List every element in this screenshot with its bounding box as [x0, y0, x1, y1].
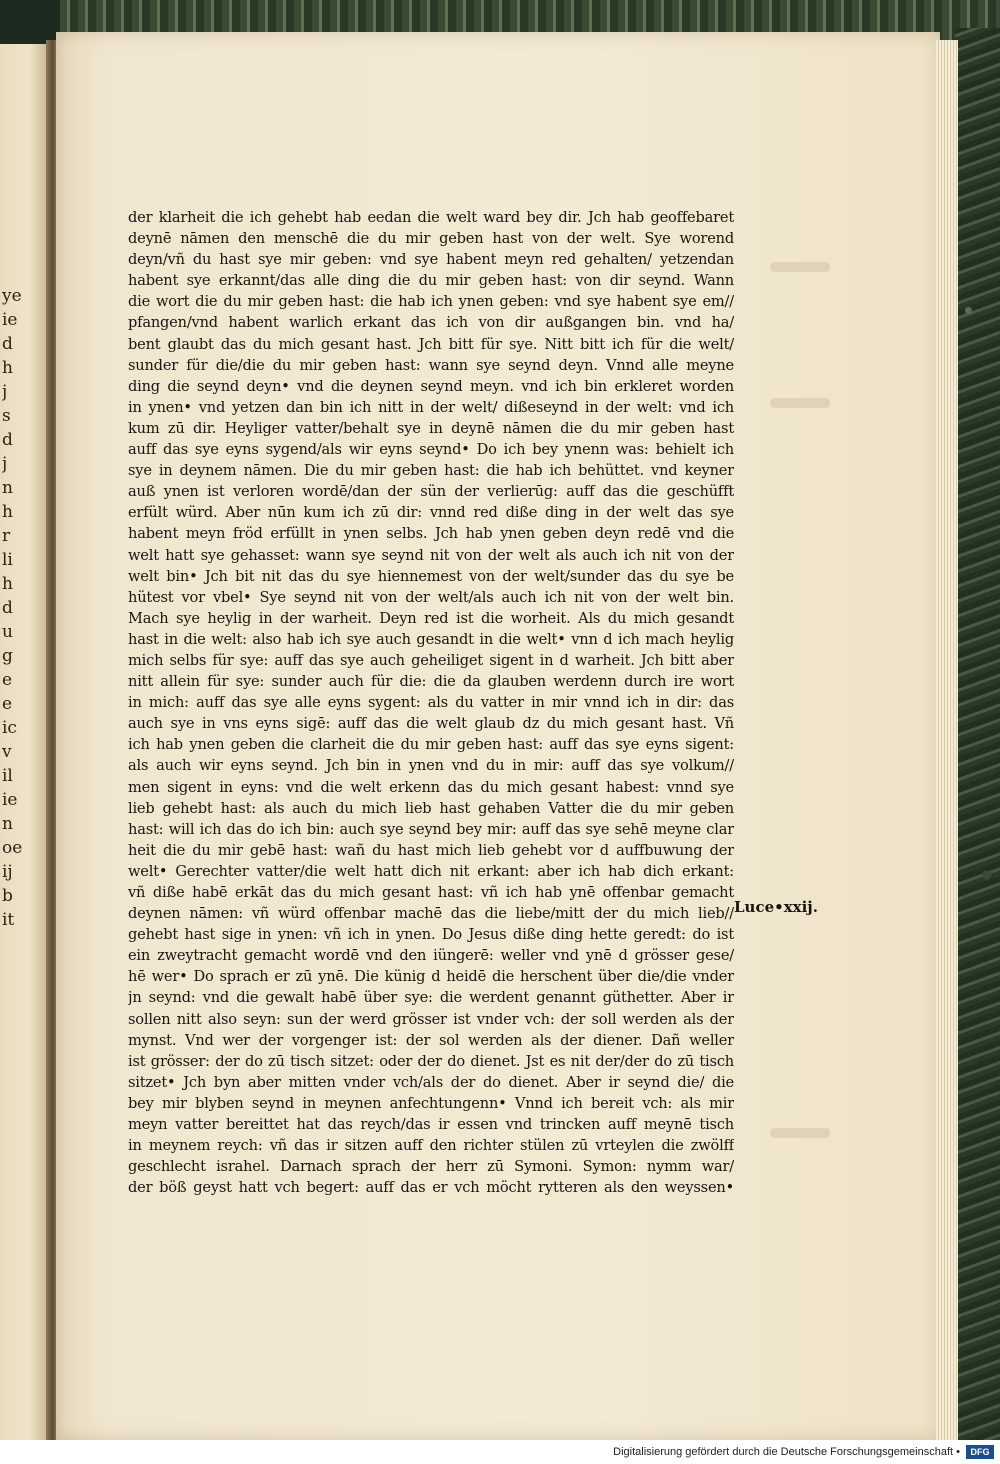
text-line: sunder für die/die du mir geben hast: wann sye seynd deyn. Vnnd alle meyne [128, 356, 734, 374]
text-line: mynst. Vnd wer der vorgenger ist: der sol werden als der diener. Dañ weller [128, 1031, 734, 1049]
page-edge [936, 40, 958, 1440]
left-page-fragment: r [2, 526, 11, 546]
left-page-fragment: v [2, 742, 12, 762]
footer-bar [0, 1440, 1000, 1464]
text-line: sollen nitt also seyn: sun der werd grösser ist vnder vch: der soll werden als der [128, 1010, 734, 1028]
text-line: sye in deynem nāmen. Die du mir geben hast: die hab ich behüttet. vnd keyner [128, 462, 734, 480]
text-line: men sigent in eyns: vnd die welt erkenn das du mich gesant habest: vnnd sye [128, 778, 734, 796]
text-line: mich selbs für sye: auff das sye auch geheiliget sigent in d warheit. Jch bitt aber [128, 651, 734, 669]
text-line: in ynen• vnd yetzen dan bin ich nitt in der welt/ dißeseynd in der welt: vnd ich [128, 398, 734, 416]
left-page-fragment: il [2, 766, 13, 786]
text-line: kum zū dir. Heyliger vatter/behalt sye in deynē nāmen die du mir geben hast [128, 419, 734, 437]
text-line: als auch wir eyns seynd. Jch bin in ynen vnd du in mir: auff das sye volkum// [128, 757, 734, 775]
text-line: die wort die du mir geben hast: die hab ich ynen geben: vnd sye habent sye em// [128, 293, 734, 311]
left-page-fragment: h [2, 502, 13, 522]
text-line: ist grösser: der do zū tisch sitzet: oder der do dienet. Jst es nit der/der do zū tisch [128, 1052, 734, 1070]
text-line: meyn vatter bereittet hat das reych/das ir essen vnd trincken auff meynē tisch [128, 1116, 734, 1134]
left-page-fragment: d [2, 598, 13, 618]
text-line: habent meyn fröd erfüllt in ynen selbs. Jch hab ynen geben deyn redē vnd die [128, 525, 734, 543]
left-page-fragment: d [2, 334, 13, 354]
text-line: auff das sye eyns sygend/als wir eyns seynd• Do ich bey ynenn was: behielt ich [128, 441, 734, 459]
text-line: erfült würd. Aber nūn kum ich zū dir: vnnd red diße ding in der welt das sye [128, 504, 734, 522]
text-line: bey mir blyben seynd in meynen anfechtungenn• Vnnd ich bereit vch: als mir [128, 1094, 734, 1112]
left-page-fragment: ie [2, 310, 18, 330]
text-line: in mich: auff das sye alle eyns sygent: als du vatter in mir vnnd ich in dir: das [128, 694, 734, 712]
text-line: lieb gehebt hast: als auch du mich lieb hast gehaben Vatter die du mir geben [128, 799, 734, 817]
left-page-fragment: u [2, 622, 13, 642]
text-line: deyn/vñ du hast sye mir geben: vnd sye habent meyn red gehalten/ yetzendan [128, 251, 734, 269]
left-page-fragment: h [2, 574, 13, 594]
text-line: der klarheit die ich gehebt hab eedan die welt ward bey dir. Jch hab geoffebaret [128, 209, 734, 226]
left-page-fragment: ye [2, 286, 22, 306]
text-line: habent sye erkannt/das alle ding die du mir geben hast: von dir seynd. Wann [128, 272, 734, 290]
bleed-through [770, 1128, 830, 1138]
text-line: deynen nāmen: vñ würd offenbar machē das die liebe/mitt der du mich lieb// [128, 905, 734, 923]
left-page-fragment: j [2, 382, 8, 402]
left-page-fragment: oe [2, 838, 23, 858]
left-page-fragment: n [2, 478, 13, 498]
text-line: auch sye in vns eyns sigē: auff das die welt glaub dz du mich gesant hast. Vñ [128, 715, 734, 733]
text-line: deynē nāmen den menschē die du mir geben hast von der welt. Sye worend [128, 230, 734, 248]
left-page-fragment: h [2, 358, 13, 378]
left-page-fragments [2, 284, 42, 932]
text-line: geschlecht israhel. Darnach sprach der herr zū Symoni. Symon: nymm war/ [128, 1158, 734, 1176]
left-page-fragment: e [2, 670, 13, 690]
main-text [128, 207, 734, 1198]
footer-credit: Digitalisierung gefördert durch die Deutsche Forschungsgemeinschaft • [613, 1446, 960, 1458]
text-line: vñ diße habē erkāt das du mich gesant hast: vñ ich hab ynē offenbar gemacht [128, 884, 734, 901]
left-page-fragment: ic [2, 718, 17, 738]
text-line: heit die du mir gebē hast: wañ du hast mich lieb gehebt vor d auffbuwung der [128, 841, 734, 859]
left-page-fragment: s [2, 406, 11, 426]
book-cover-right [955, 28, 1000, 1440]
left-page-fragment: ie [2, 790, 18, 810]
left-page-fragment: g [2, 646, 13, 666]
text-line: gehebt hast sige in ynen: vñ ich in ynen. Do Jesus diße ding hette geredt: do ist [128, 926, 734, 944]
marginal-note: Luce•xxij. [734, 898, 818, 916]
text-line: auß ynen ist verloren wordē/dan der sün der verlierūg: auff das die geschüfft [128, 483, 734, 501]
text-line: sitzet• Jch byn aber mitten vnder vch/als der do dienet. Aber ir seynd die/ die [128, 1073, 734, 1091]
text-line: pfangen/vnd habent warlich erkant das ich von dir außgangen bin. vnd ha/ [128, 314, 734, 332]
left-page-fragment: n [2, 814, 13, 834]
left-page-fragment: b [2, 886, 13, 906]
bleed-through [770, 262, 830, 272]
text-line: ein zweytracht gemacht wordē vnd den iüngerē: weller vnd ynē d grösser gese/ [128, 947, 734, 965]
text-line: ich hab ynen geben die clarheit die du mir geben hast: auff das sye eyns sigent: [128, 736, 734, 754]
text-line: hē wer• Do sprach er zū ynē. Die künig d heidē die herschent über die/die vnder [128, 968, 734, 986]
text-line: ding die seynd deyn• vnd die deynen seynd meyn. vnd ich bin erkleret worden [128, 377, 734, 395]
left-page-fragment: ij [2, 862, 13, 882]
bleed-through [770, 398, 830, 408]
left-page-fragment: it [2, 910, 15, 930]
dfg-logo: DFG [966, 1445, 994, 1459]
text-line: in meynem reych: vñ das ir sitzen auff den richter stülen zū vrteylen die zwölff [128, 1137, 734, 1155]
left-page-fragment: e [2, 694, 13, 714]
left-page-fragment: li [2, 550, 13, 570]
left-page [0, 44, 48, 1440]
text-line: Mach sye heylig in der warheit. Deyn red ist die worheit. Als du mich gesandt [128, 609, 734, 627]
text-line: jn seynd: vnd die gewalt habē über sye: die werdent genannt güthetter. Aber ir [128, 989, 734, 1007]
text-line: hast: will ich das do ich bin: auch sye seynd bey mir: auff das sye sehē meyne clar [128, 820, 734, 838]
text-line: hast in die welt: also hab ich sye auch gesandt in die welt• vnn d ich mach heylig [128, 630, 734, 648]
text-line: nitt allein für sye: sunder auch für die: die da glauben werdenn durch ire wort [128, 673, 734, 691]
text-line: der böß geyst hatt vch begert: auff das er vch möcht rytteren als den weyssen• [128, 1179, 734, 1197]
text-line: welt• Gerechter vatter/die welt hatt dich nit erkant: aber ich hab dich erkant: [128, 862, 734, 880]
text-line: bent glaubt das du mich gesant hast. Jch bitt für sye. Nitt bitt ich für die welt/ [128, 335, 734, 353]
left-page-fragment: d [2, 430, 13, 450]
text-line: welt hatt sye gehasset: wann sye seynd nit von der welt als auch ich nit von der [128, 546, 734, 564]
text-line: welt bin• Jch bit nit das du sye hiennemest von der welt/sunder das du sye be [128, 567, 734, 585]
left-page-fragment: j [2, 454, 8, 474]
text-line: hütest vor vbel• Sye seynd nit von der welt/als auch ich nit von der welt bin. [128, 588, 734, 606]
